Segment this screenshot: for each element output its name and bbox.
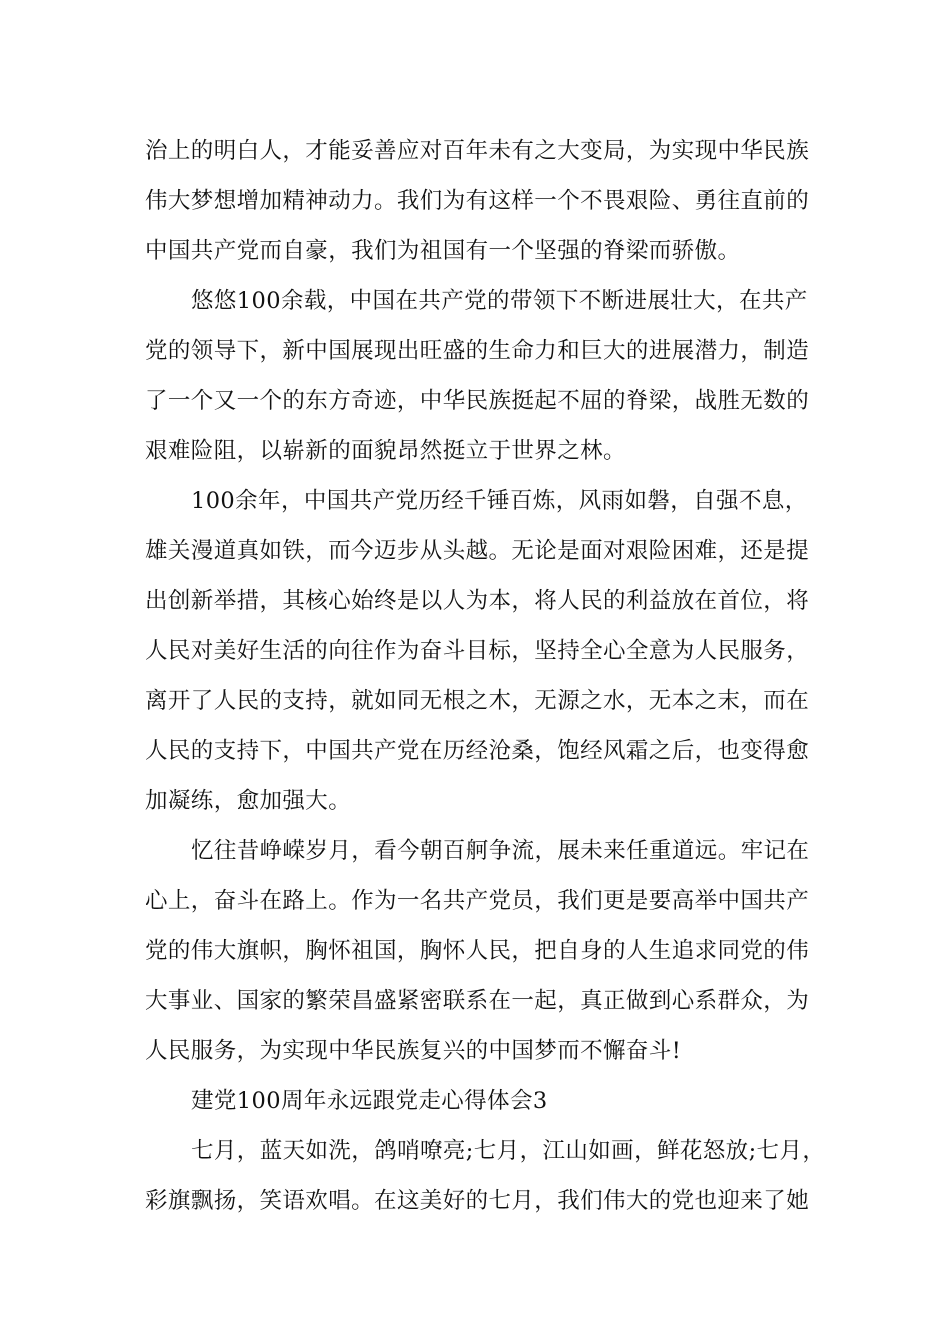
text-line: 中国共产党而自豪，我们为祖国有一个坚强的脊梁而骄傲。 — [145, 238, 741, 264]
text-line: 彩旗飘扬，笑语欢唱。在这美好的七月，我们伟大的党也迎来了她 — [145, 1188, 810, 1214]
text-line: 了一个又一个的东方奇迹，中华民族挺起不屈的脊梁，战胜无数的 — [145, 388, 810, 414]
text-line: 大事业、国家的繁荣昌盛紧密联系在一起，真正做到心系群众，为 — [145, 988, 810, 1014]
text-line: 党的领导下，新中国展现出旺盛的生命力和巨大的进展潜力，制造 — [145, 338, 810, 364]
paragraph-first-line: 悠悠100余载，中国在共产党的带领下不断进展壮大，在共产 — [191, 288, 808, 314]
text-line: 雄关漫道真如铁，而今迈步从头越。无论是面对艰险困难，还是提 — [145, 538, 810, 564]
text-line: 伟大梦想增加精神动力。我们为有这样一个不畏艰险、勇往直前的 — [145, 188, 810, 214]
text-line: 人民对美好生活的向往作为奋斗目标，坚持全心全意为人民服务， — [145, 638, 810, 664]
text-line: 艰难险阻，以崭新的面貌昂然挺立于世界之林。 — [145, 438, 626, 464]
paragraph-first-line: 100余年，中国共产党历经千锤百炼，风雨如磐，自强不息， — [191, 488, 808, 514]
paragraph-first-line: 忆往昔峥嵘岁月，看今朝百舸争流，展未来任重道远。牢记在 — [191, 838, 810, 864]
document-body — [145, 126, 826, 1226]
text-line: 治上的明白人，才能妥善应对百年未有之大变局，为实现中华民族 — [145, 138, 810, 164]
section-heading: 建党100周年永远跟党走心得体会3 — [191, 1088, 548, 1114]
text-line: 心上，奋斗在路上。作为一名共产党员，我们更是要高举中国共产 — [145, 888, 810, 914]
text-line: 人民的支持下，中国共产党在历经沧桑，饱经风霜之后，也变得愈 — [145, 738, 810, 764]
text-line: 离开了人民的支持，就如同无根之木，无源之水，无本之末，而在 — [145, 688, 810, 714]
paragraph-first-line: 七月，蓝天如洗，鸽哨嘹亮;七月，江山如画，鲜花怒放;七月， — [191, 1138, 826, 1164]
text-line: 人民服务，为实现中华民族复兴的中国梦而不懈奋斗! — [145, 1038, 682, 1064]
text-line: 加凝练，愈加强大。 — [145, 788, 352, 814]
text-line: 出创新举措，其核心始终是以人为本，将人民的利益放在首位，将 — [145, 588, 810, 614]
text-line: 党的伟大旗帜，胸怀祖国，胸怀人民，把自身的人生追求同党的伟 — [145, 938, 810, 964]
